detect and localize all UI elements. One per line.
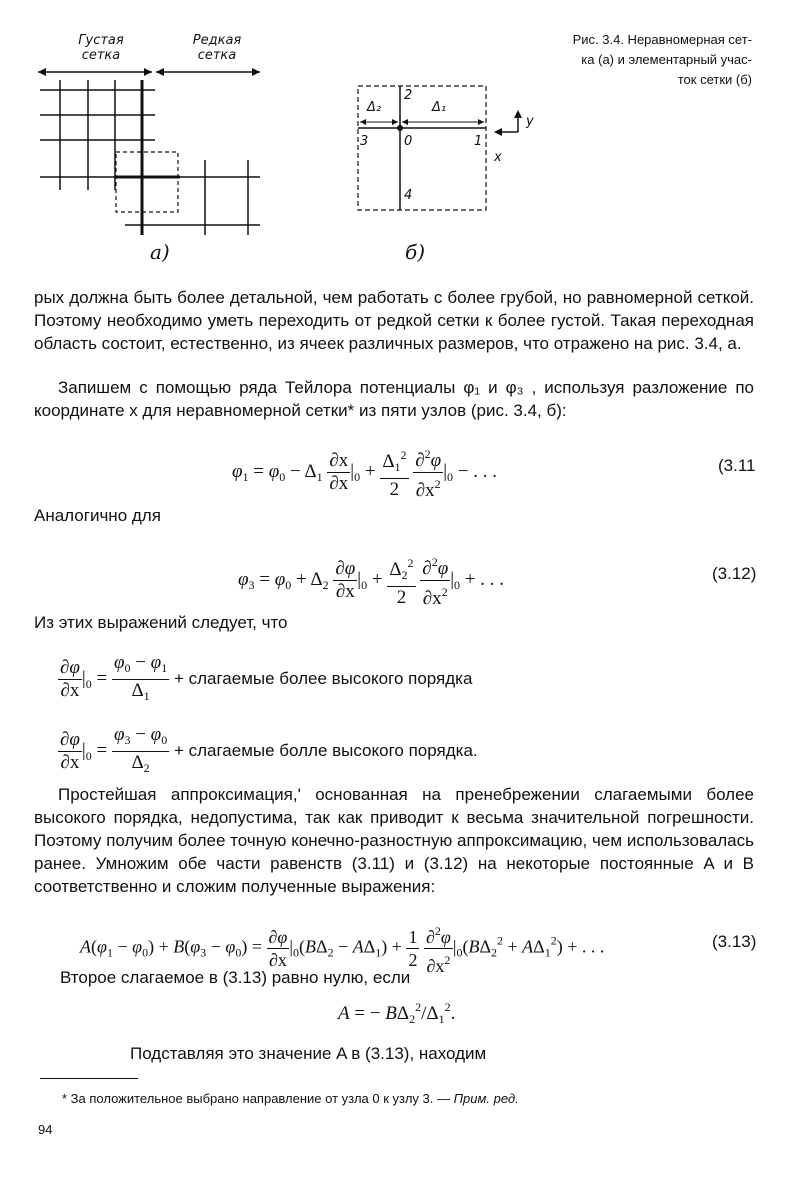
delta1-label: Δ₁ xyxy=(432,100,447,115)
equation-number-3-12: (3.12) xyxy=(712,564,757,583)
derivative-equation-1: $\frac{\partial\varphi}{\partial x}$ $|_0$ = $\frac{\varphi_0 - \varphi_1}{\Delta_1}$ + слагаемые более высокого порядка xyxy=(60,652,473,703)
paragraph-7: Подставляя это значение A в (3.13), находим xyxy=(130,1044,487,1063)
equation-number-3-13: (3.13) xyxy=(712,932,757,951)
paragraph-5: Простейшая аппроксимация,' основанная на пренебрежении слагаемыми более высокого порядка, недопустима, так как приводит к весьма значительной погрешности. Поэтому получим более точную конечно-разностную аппроксимацию, чем использовалась ранее. Умножим обе части равенств (3.11) и (3.12) на некоторые постоянные A и B соответственно и сложим полученные выражения: xyxy=(34,785,754,896)
figure-caption xyxy=(540,30,752,90)
equation-3-13: $A(\varphi_1 - \varphi_0) + B(\varphi_3 - \varphi_0)$ = $\frac{\partial\varphi}{\partial x}$ $|_0(B\Delta_2 - A\Delta_1)$ + $\frac{1}{2}$ $\frac{\partial^2\varphi}{\partial x^2}$ $|_0(B\Delta_2^2 + A\Delta_1^2)$ + . . . xyxy=(80,920,604,977)
nonuniform-grid-diagram xyxy=(30,60,270,240)
derivative-equation-2: $\frac{\partial\varphi}{\partial x}$ $|_0$ = $\frac{\varphi_3 - \varphi_0}{\Delta_2}$ + слагаемые болле высокого порядка. xyxy=(60,724,478,775)
axis-y-label: y xyxy=(526,114,534,129)
equation-A-value: A = − $B\Delta_2^2/\Delta_1^2$. xyxy=(338,1000,456,1026)
node-2-label: 2 xyxy=(404,88,413,103)
paragraph-1: рых должна быть более детальной, чем работать с более грубой, но равномерной сеткой. Поэтому необходимо уметь переходить от редкой сетки к более густой. Такая переходная область состоит, естественно, из ячеек различных размеров, что отражено на рис. 3.4, а. xyxy=(34,288,754,353)
paragraph-3: Аналогично для xyxy=(34,506,161,525)
caption-line: ка (а) и элементарный учас- xyxy=(581,52,752,67)
paragraph-4: Из этих выражений следует, что xyxy=(34,613,288,632)
delta2-label: Δ₂ xyxy=(367,100,382,115)
figure-b-label: б) xyxy=(405,240,426,264)
caption-line: Рис. 3.4. Неравномерная сет- xyxy=(572,32,752,47)
caption-line: ток сетки (б) xyxy=(677,72,752,87)
derivative-2-tail: + слагаемые болле высокого порядка. xyxy=(173,740,478,760)
node-4-label: 4 xyxy=(404,188,413,203)
node-0-label: 0 xyxy=(404,134,413,149)
node-3-label: 3 xyxy=(360,134,369,149)
footnote-text: * За положительное выбрано направление от узла 0 к узлу 3. — xyxy=(62,1091,454,1106)
footnote-italic: Прим. ред. xyxy=(453,1091,519,1106)
paragraph-2: Запишем с помощью ряда Тейлора потенциалы φ₁ и φ₃ , используя разложение по координате x для неравномерной сетки* из пяти узлов (рис. 3.4, б): xyxy=(34,378,754,420)
equation-3-12: $\varphi_3 = \varphi_0 + \Delta_2$ $\frac{\partial\varphi}{\partial x}$ $|_0$ + $\frac{\Delta_2^2}{2}$ $\frac{\partial^2\varphi}{\partial x^2}$ $|_0$ + . . . xyxy=(238,551,504,610)
paragraph-6: Второе слагаемое в (3.13) равно нулю, если xyxy=(60,968,411,987)
footnote-divider xyxy=(40,1078,138,1079)
node-1-label: 1 xyxy=(474,134,483,149)
sparse-grid-label: Редкая сетка xyxy=(192,33,242,63)
page-number: 94 xyxy=(38,1122,53,1137)
equation-number-3-11: (3.11 xyxy=(718,456,756,475)
derivative-1-tail: + слагаемые более высокого порядка xyxy=(173,668,473,688)
footnote xyxy=(62,1091,519,1106)
figure-a-label: а) xyxy=(150,240,170,264)
dense-grid-label: Густая сетка xyxy=(78,33,124,63)
axis-x-label: x xyxy=(494,150,502,165)
equation-3-11: $\varphi_1 = \varphi_0 - \Delta_1$ $\frac{\partial x}{\partial x}$ $|_0$ + $\frac{\Delta_1^2}{2}$ $\frac{\partial^2\varphi}{\partial x^2}$ $|_0$ − . . . xyxy=(232,443,497,502)
